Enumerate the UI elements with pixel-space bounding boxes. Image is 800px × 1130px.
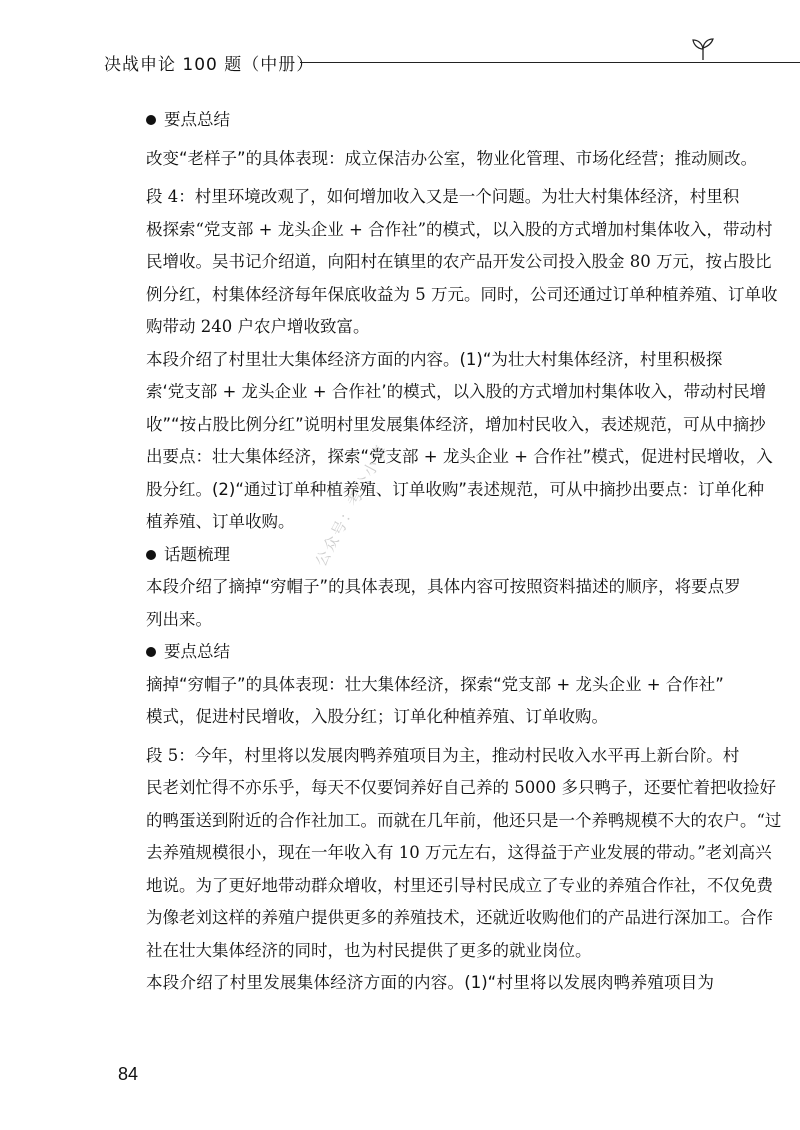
summary-text: 改变“老样子”的具体表现：成立保洁办公室，物业化管理、市场化经营；推动厕改。	[146, 148, 758, 168]
analysis-line: 索‘党支部 + 龙头企业 + 合作社’的模式，以入股的方式增加村集体收入，带动村民增	[146, 382, 767, 401]
section-heading: 要点总结	[146, 636, 714, 669]
paragraph-5	[146, 740, 782, 968]
paragraph-line: 地说。为了更好地带动群众增收，村里还引导村民成立了专业的养殖合作社，不仅免费	[146, 875, 773, 895]
bullet-icon	[146, 647, 156, 657]
header-rule	[300, 62, 800, 63]
paragraph-line: 段 4：村里环境改观了，如何增加收入又是一个问题。为壮大村集体经济，村里积	[146, 187, 740, 206]
bullet-icon	[146, 115, 156, 125]
watermark: 公众号：考公小镇	[311, 440, 392, 570]
page-number: 84	[118, 1064, 139, 1084]
paragraph-line: 极探索“党支部 + 龙头企业 + 合作社”的模式，以入股的方式增加村集体收入，带动村	[146, 219, 773, 239]
analysis-line: 股分红。(2)“通过订单种植养殖、订单收购”表述规范，可从中摘抄出要点：订单化种	[146, 479, 764, 499]
book-title: 决战申论 100 题（中册）	[104, 55, 315, 75]
topic-line: 列出来。	[146, 609, 212, 629]
paragraph-line: 社在壮大集体经济的同时，也为村民提供了更多的就业岗位。	[146, 940, 592, 960]
paragraph-4	[146, 181, 778, 344]
analysis-line: 收”“按占股比例分红”说明村里发展集体经济，增加村民收入，表述规范，可从中摘抄	[146, 414, 766, 434]
running-header	[104, 46, 724, 76]
section-heading: 话题梳理	[146, 539, 714, 572]
page-body	[146, 104, 782, 1000]
summary-line: 模式，促进村民增收，入股分红；订单化种植养殖、订单收购。	[146, 707, 608, 726]
analysis-line: 本段介绍了村里发展集体经济方面的内容。(1)“村里将以发展肉鸭养殖项目为	[146, 973, 714, 992]
section-heading: 要点总结	[146, 104, 714, 137]
paragraph-line: 段 5：今年，村里将以发展肉鸭养殖项目为主，推动村民收入水平再上新台阶。村	[146, 745, 740, 765]
paragraph-line: 民老刘忙得不亦乐乎，每天不仅要饲养好自己养的 5000 多只鸭子，还要忙着把收捡好	[146, 778, 776, 797]
analysis-line: 本段介绍了村里壮大集体经济方面的内容。(1)“为壮大村集体经济，村里积极探	[146, 349, 723, 369]
topic-line: 本段介绍了摘掉“穷帽子”的具体表现，具体内容可按照资料描述的顺序，将要点罗	[146, 577, 741, 596]
bullet-icon	[146, 550, 156, 560]
paragraph-line: 例分红，村集体经济每年保底收益为 5 万元。同时，公司还通过订单种植养殖、订单收	[146, 284, 778, 304]
paragraph-line: 去养殖规模很小，现在一年收入有 10 万元左右，这得益于产业发展的带动。”老刘高兴	[146, 843, 772, 862]
paragraph-line: 购带动 240 户农户增收致富。	[146, 317, 370, 336]
paragraph-line: 的鸭蛋送到附近的合作社加工。而就在几年前，他还只是一个养鸭规模不大的农户。“过	[146, 810, 782, 830]
analysis-line: 植养殖、订单收购。	[146, 512, 295, 531]
sprout-icon	[690, 36, 716, 62]
paragraph-line: 民增收。吴书记介绍道，向阳村在镇里的农产品开发公司投入股金 80 万元，按占股比	[146, 252, 772, 271]
analysis-line: 出要点：壮大集体经济，探索“党支部 + 龙头企业 + 合作社”模式，促进村民增收，入	[146, 447, 773, 466]
summary-line: 摘掉“穷帽子”的具体表现：壮大集体经济，探索“党支部 + 龙头企业 + 合作社”	[146, 674, 724, 694]
paragraph-line: 为像老刘这样的养殖户提供更多的养殖技术，还就近收购他们的产品进行深加工。合作	[146, 908, 773, 927]
analysis-4	[146, 344, 773, 539]
